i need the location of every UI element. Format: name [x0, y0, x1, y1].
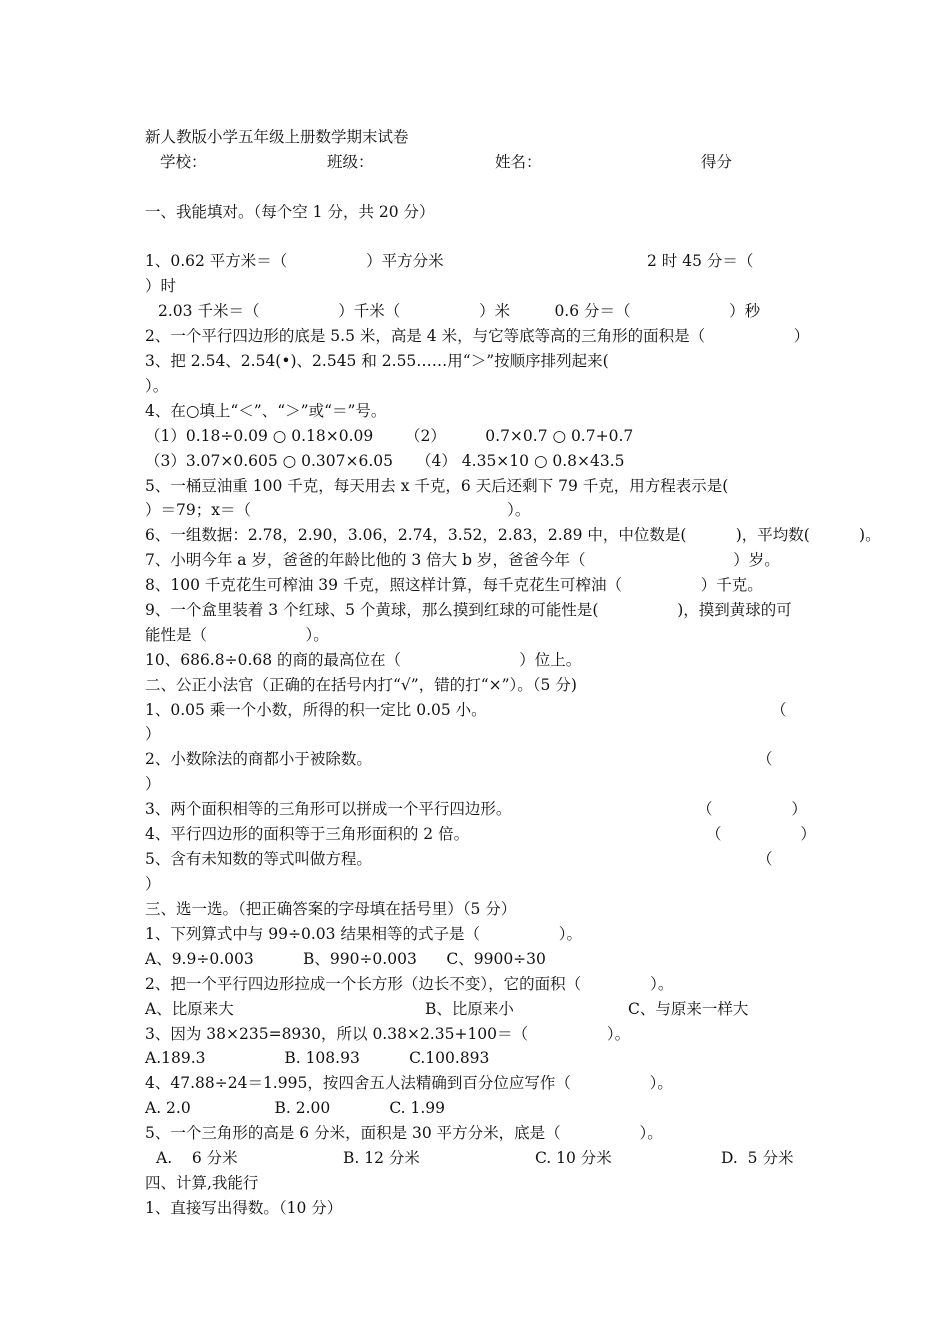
- section-4-heading: 四、计算,我能行: [145, 1174, 259, 1192]
- s3-q2-option-a: A、比原来大: [145, 1000, 234, 1018]
- s2-q2: 2、小数除法的商都小于被除数。: [145, 750, 372, 768]
- page-title: 新人教版小学五年级上册数学期末试卷: [145, 128, 409, 146]
- s1-q4-item-3: （3）3.07×0.605 ○ 0.307×6.05: [145, 452, 393, 470]
- s1-q10: 10、686.8÷0.68 的商的最高位在（ ）位上。: [145, 651, 582, 669]
- s1-q3-line-2: ）。: [145, 377, 169, 395]
- s3-q2-option-c: C、与原来一样大: [628, 1000, 749, 1018]
- s2-q1: 1、0.05 乘一个小数，所得的积一定比 0.05 小。: [145, 701, 487, 719]
- s1-q2: 2、一个平行四边形的底是 5.5 米，高是 4 米，与它等底等高的三角形的面积是（ ）: [145, 327, 810, 345]
- s1-q3-line-1: 3、把 2.54、2.54(•)、2.545 和 2.55……用“＞”按顺序排列起来(: [145, 352, 609, 370]
- s3-q4-options: A. 2.0 B. 2.00 C. 1.99: [145, 1099, 446, 1117]
- s1-q4-item-1: （1）0.18÷0.09 ○ 0.18×0.09: [145, 427, 374, 445]
- s1-q9-line-1: 9、一个盒里装着 3 个红球、5 个黄球，那么摸到红球的可能性是( )，摸到黄球的可: [145, 601, 792, 619]
- s3-q3-options: A.189.3 B. 108.93 C.100.893: [145, 1049, 490, 1067]
- name-label: 姓名：: [495, 153, 542, 171]
- s2-q1-paren-open: （: [771, 701, 787, 719]
- s2-q4: 4、平行四边形的面积等于三角形面积的 2 倍。: [145, 825, 470, 843]
- s3-q2-option-b: B、比原来小: [425, 1000, 514, 1018]
- section-1-heading: 一、我能填对。（每个空 1 分，共 20 分）: [145, 203, 435, 221]
- s3-q4: 4、47.88÷24＝1.995，按四舍五人法精确到百分位应写作（ ）。: [145, 1074, 673, 1092]
- s1-q9-line-2: 能性是（ ）。: [145, 626, 329, 644]
- s3-q2: 2、把一个平行四边形拉成一个长方形（边长不变），它的面积（ ）。: [145, 975, 674, 993]
- s1-q5-line-2: ）＝79；x＝（ ）。: [145, 501, 531, 519]
- s3-q1: 1、下列算式中与 99÷0.03 结果相等的式子是（ ）。: [145, 925, 583, 943]
- s3-q5-option-b: B. 12 分米: [343, 1149, 420, 1167]
- s3-q5-option-c: C. 10 分米: [535, 1149, 612, 1167]
- s1-q6: 6、一组数据：2.78，2.90，3.06，2.74，3.52，2.83，2.89 中，中位数是( )，平均数( )。: [145, 526, 881, 544]
- class-label: 班级：: [327, 153, 374, 171]
- s1-q1-part-c: ）时: [145, 277, 177, 295]
- school-label: 学校：: [160, 153, 207, 171]
- s1-q4-item-4: （4） 4.35×10 ○ 0.8×43.5: [416, 452, 625, 470]
- section-3-heading: 三、选一选。（把正确答案的字母填在括号里）（5 分）: [145, 900, 517, 918]
- section-2-heading: 二、公正小法官（正确的在括号内打“√”，错的打“×”）。（5 分): [145, 676, 577, 694]
- s1-q7: 7、小明今年 a 岁，爸爸的年龄比他的 3 倍大 b 岁，爸爸今年（ ）岁。: [145, 551, 780, 569]
- s2-q3-parens: （ ）: [697, 800, 807, 818]
- s1-q1-part-b: 2 时 45 分＝（: [647, 252, 754, 270]
- s1-q1-part-a: 1、0.62 平方米＝（ ）平方分米: [145, 252, 444, 270]
- s2-q5-paren-close: ）: [145, 875, 161, 893]
- s1-q1-part-d: 2.03 千米＝（ ）千米（ ）米 0.6 分＝（ ）秒: [158, 302, 761, 320]
- s1-q5-line-1: 5、一桶豆油重 100 千克，每天用去 x 千克，6 天后还剩下 79 千克，用方程表示是(: [145, 477, 729, 495]
- score-label: 得分: [701, 153, 733, 171]
- s2-q5-paren-open: （: [757, 850, 773, 868]
- s4-q1: 1、直接写出得数。（10 分）: [145, 1199, 343, 1217]
- s2-q2-paren-close: ）: [145, 775, 161, 793]
- s2-q3: 3、两个面积相等的三角形可以拼成一个平行四边形。: [145, 800, 512, 818]
- s3-q3: 3、因为 38×235=8930，所以 0.38×2.35+100＝（ ）。: [145, 1025, 631, 1043]
- s2-q2-paren-open: （: [757, 750, 773, 768]
- s2-q4-parens: （ ）: [706, 825, 816, 843]
- s1-q4-item-2: （2） 0.7×0.7 ○ 0.7+0.7: [405, 427, 634, 445]
- s3-q1-options: A、9.9÷0.003 B、990÷0.003 C、9900÷30: [145, 950, 546, 968]
- s3-q5-option-a: A. 6 分米: [156, 1149, 238, 1167]
- s1-q8: 8、100 千克花生可榨油 39 千克，照这样计算，每千克花生可榨油（ ）千克。: [145, 576, 763, 594]
- s2-q1-paren-close: ）: [145, 725, 161, 743]
- s1-q4: 4、在○填上“＜”、“＞”或“＝”号。: [145, 402, 387, 420]
- s2-q5: 5、含有未知数的等式叫做方程。: [145, 850, 372, 868]
- s3-q5-option-d: D. 5 分米: [721, 1149, 794, 1167]
- s3-q5: 5、一个三角形的高是 6 分米，面积是 30 平方分米，底是（ ）。: [145, 1124, 663, 1142]
